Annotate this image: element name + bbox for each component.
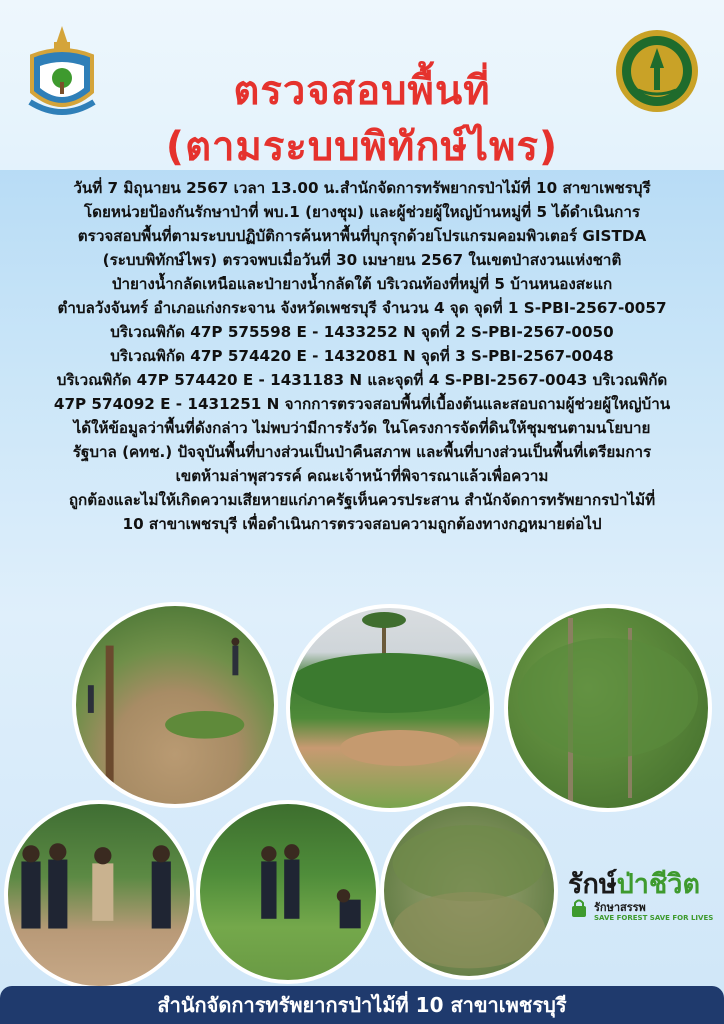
body-line: ตำบลวังจันทร์ อำเภอแก่งกระจาน จังหวัดเพชรบุรี จำนวน 4 จุด จุดที่ 1 S-PBI-2567-0057 — [57, 299, 667, 317]
page-subtitle: (ตามระบบพิทักษ์ไพร) — [165, 124, 559, 170]
brand-tagline: SAVE FOREST SAVE FOR LIVES — [594, 914, 714, 922]
field-photo-forest-regeneration — [504, 604, 712, 812]
footer-agency-name: สำนักจัดการทรัพยากรป่าไม้ที่ 10 สาขาเพชรบุรี — [0, 986, 724, 1024]
field-photo-shrubland — [380, 802, 558, 980]
body-line: รัฐบาล (คทช.) ปัจจุบันพื้นที่บางส่วนเป็นป่าคืนสภาพ และพื้นที่บางส่วนเป็นพื้นที่เตรียมการ — [72, 443, 652, 461]
brand-word-chiwit: ชีวิต — [648, 869, 700, 900]
field-photo-officers-group — [4, 800, 194, 990]
body-line: เขตห้ามล่าพุสวรรค์ คณะเจ้าหน้าที่พิจารณาแล้วเพื่อความ — [175, 467, 549, 485]
brand-subtitle: รักษาสรรพ — [594, 901, 646, 914]
announcement-body — [24, 176, 700, 536]
body-line: 47P 574092 E - 1431251 N จากการตรวจสอบพื้นที่เบื้องต้นและสอบถามผู้ช่วยผู้ใหญ่บ้าน — [53, 395, 671, 413]
body-line: (ระบบพิทักษ์ไพร) ตรวจพบเมื่อวันที่ 30 เมษายน 2567 ในเขตป่าสงวนแห่งชาติ — [102, 251, 622, 269]
save-forest-brand-logo — [568, 862, 718, 922]
body-line: โดยหน่วยป้องกันรักษาป่าที่ พบ.1 (ยางชุม) และผู้ช่วยผู้ใหญ่บ้านหมู่ที่ 5 ได้ดำเนินการ — [83, 203, 641, 221]
body-line: วันที่ 7 มิถุนายน 2567 เวลา 13.00 น.สำนักจัดการทรัพยากรป่าไม้ที่ 10 สาขาเพชรบุรี — [73, 179, 651, 197]
body-line: ตรวจสอบพื้นที่ตามระบบปฏิบัติการค้นหาพื้นที่บุกรุกด้วยโปรแกรมคอมพิวเตอร์ GISTDA — [77, 227, 647, 245]
field-photo-regrowth — [286, 604, 494, 812]
body-line: 10 สาขาเพชรบุรี เพื่อดำเนินการตรวจสอบความถูกต้องทางกฎหมายต่อไป — [122, 515, 602, 533]
page-title: ตรวจสอบพื้นที่ — [233, 68, 491, 114]
body-line: ป่ายางน้ำกลัดเหนือและป่ายางน้ำกลัดใต้ บริเวณท้องที่หมู่ที่ 5 บ้านหนองสะแก — [111, 275, 613, 293]
brand-word-rak: รักษ์ — [568, 869, 617, 900]
field-photo-officers-field — [196, 800, 380, 984]
field-photo-tree-clearing — [72, 602, 278, 808]
brand-word-pa: ป่า — [616, 869, 649, 900]
body-line: บริเวณพิกัด 47P 575598 E - 1433252 N จุดที่ 2 S-PBI-2567-0050 — [110, 323, 614, 341]
lock-leaf-icon — [570, 898, 588, 918]
body-line: ถูกต้องและไม่ให้เกิดความเสียหายแก่ภาครัฐเห็นควรประสาน สำนักจัดการทรัพยากรป่าไม้ที่ — [68, 491, 656, 509]
body-line: ได้ให้ข้อมูลว่าพื้นที่ดังกล่าว ไม่พบว่ามีการรังวัด ในโครงการจัดที่ดินให้ชุมชนตามนโยบาย — [73, 419, 651, 437]
body-line: บริเวณพิกัด 47P 574420 E - 1431183 N และจุดที่ 4 S-PBI-2567-0043 บริเวณพิกัด — [56, 371, 668, 389]
body-line: บริเวณพิกัด 47P 574420 E - 1432081 N จุดที่ 3 S-PBI-2567-0048 — [110, 347, 614, 365]
